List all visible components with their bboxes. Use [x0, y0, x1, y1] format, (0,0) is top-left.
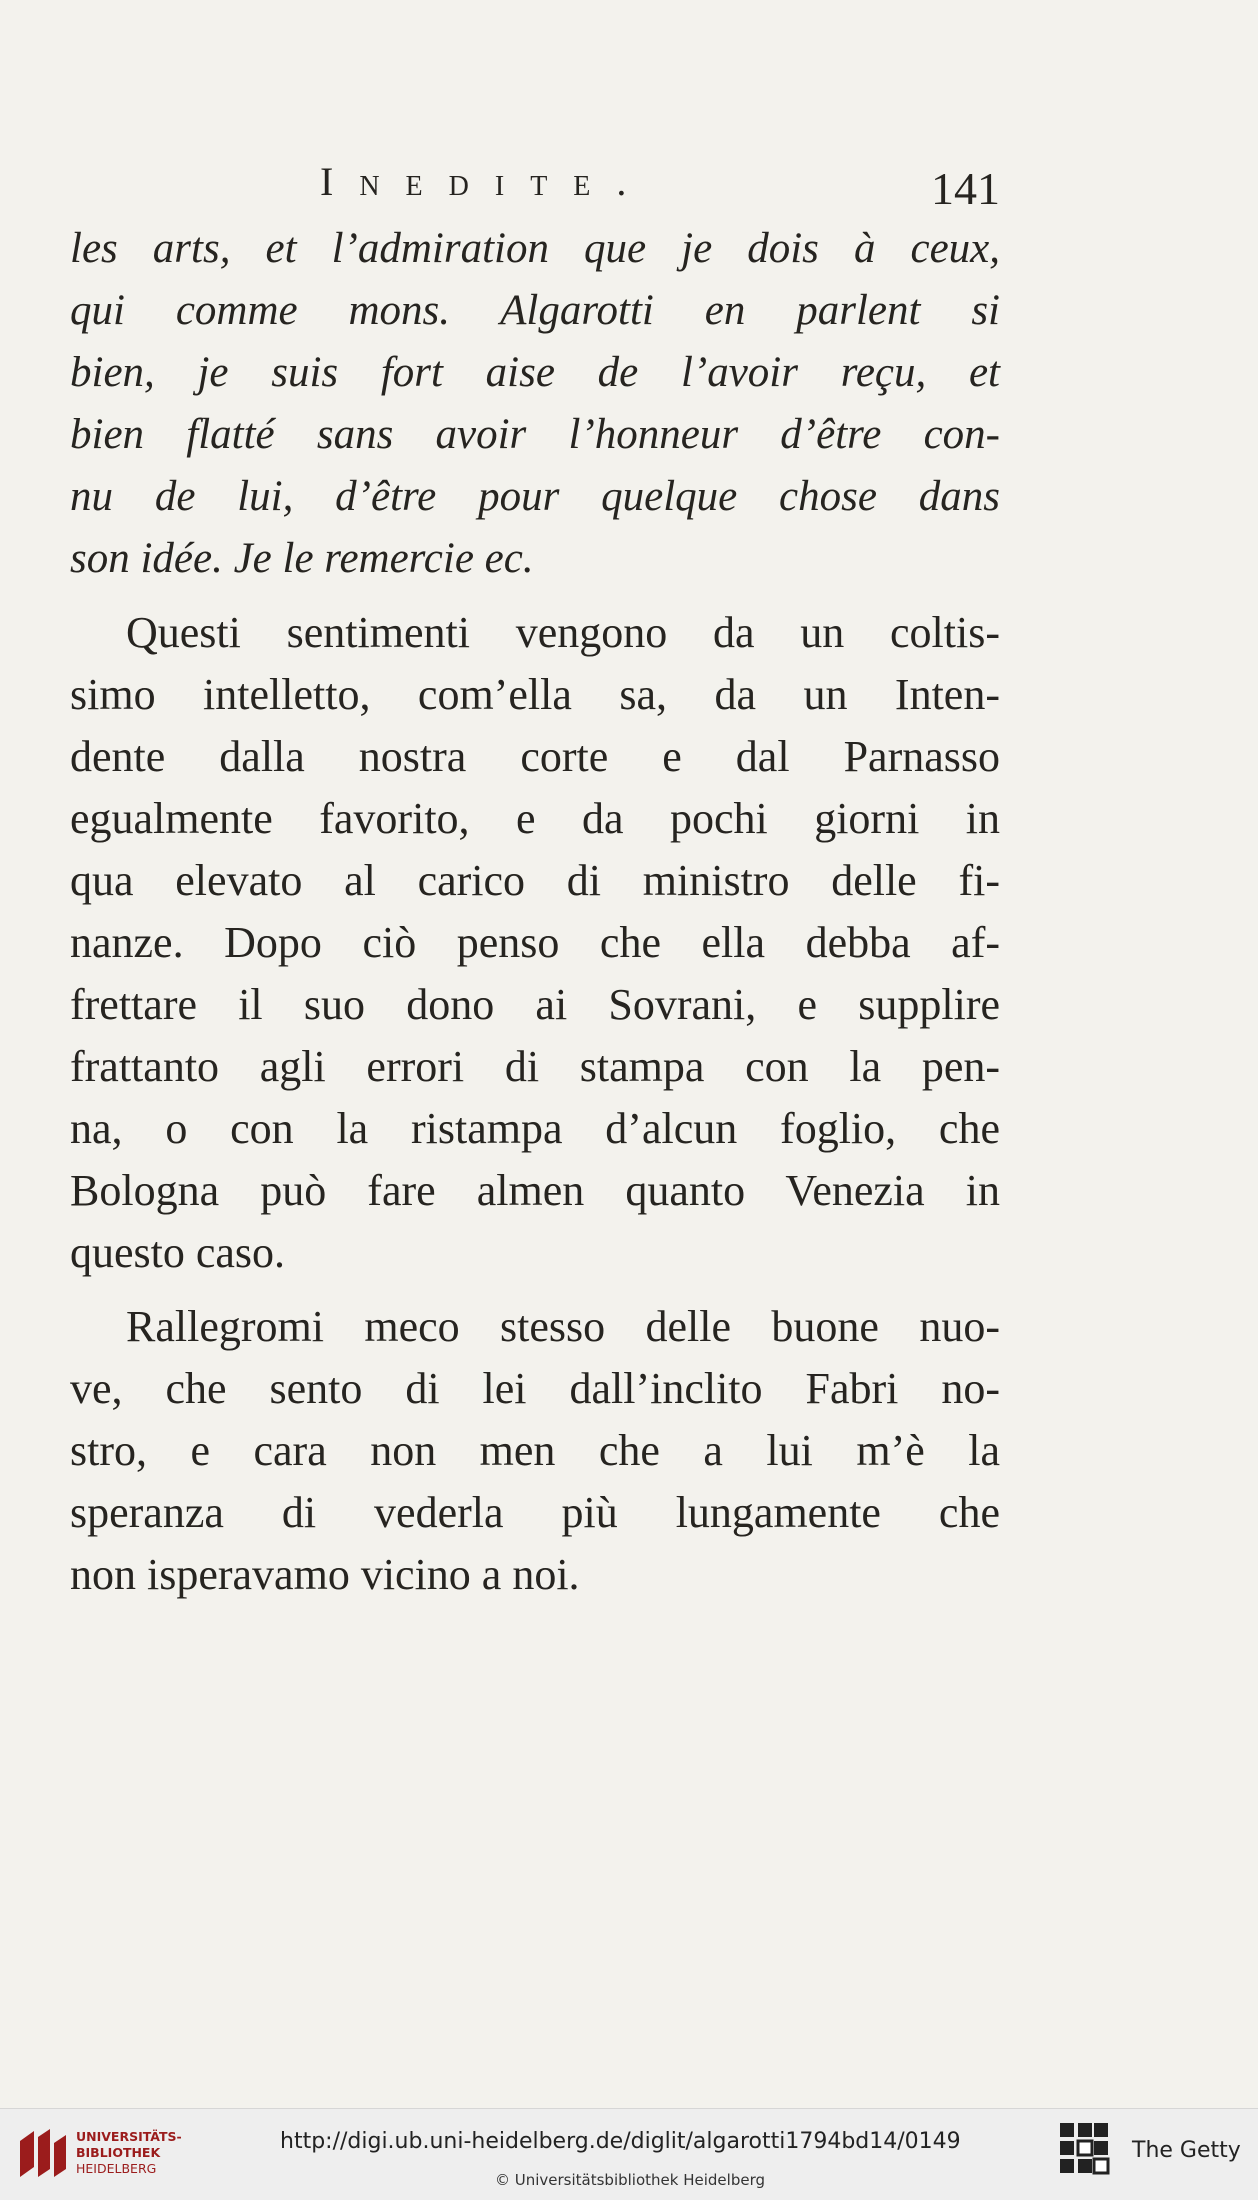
page-text	[70, 218, 1000, 1606]
text-line: qua elevato al carico di ministro delle fi-	[70, 856, 1000, 905]
text-line: na, o con la ristampa d’alcun foglio, che	[70, 1104, 1000, 1153]
text-line: Questi sentimenti vengono da un coltis-	[126, 608, 1000, 657]
text-line: stro, e cara non men che a lui m’è la	[70, 1426, 1000, 1475]
library-name-line: HEIDELBERG	[76, 2161, 157, 2176]
text-line: simo intelletto, com’ella sa, da un Inten-	[70, 670, 1000, 719]
text-line: Bologna può fare almen quanto Venezia in	[70, 1166, 1000, 1215]
text-line: son idée. Je le remercie ec.	[70, 535, 534, 582]
getty-logo-icon[interactable]	[1058, 2121, 1110, 2187]
text-line: speranza di vederla più lungamente che	[70, 1488, 1000, 1537]
text-line: bien, je suis fort aise de l’avoir reçu, et	[70, 349, 1000, 396]
text-line: non isperavamo vicino a noi.	[70, 1550, 580, 1599]
partner-name[interactable]: The Getty	[1132, 2138, 1241, 2163]
library-name[interactable]	[76, 2129, 182, 2177]
text-line: qui comme mons. Algarotti en parlent si	[70, 287, 1000, 334]
text-line: nu de lui, d’être pour quelque chose dans	[70, 473, 1000, 520]
text-line: questo caso.	[70, 1228, 286, 1277]
library-name-line: BIBLIOTHEK	[76, 2145, 161, 2160]
text-line: frettare il suo dono ai Sovrani, e supplire	[70, 980, 1000, 1029]
text-line: dente dalla nostra corte e dal Parnasso	[70, 732, 1000, 781]
permalink-url[interactable]: http://digi.ub.uni-heidelberg.de/diglit/algarotti1794bd14/0149	[280, 2129, 961, 2154]
library-name-line: UNIVERSITÄTS-	[76, 2129, 182, 2144]
text-line: Rallegromi meco stesso delle buone nuo-	[126, 1302, 1000, 1351]
text-line: les arts, et l’admiration que je dois à ceux,	[70, 225, 1000, 272]
text-line: ve, che sento di lei dall’inclito Fabri no-	[70, 1364, 1000, 1413]
page-header	[320, 148, 1000, 218]
text-line: bien flatté sans avoir l’honneur d’être con-	[70, 411, 1000, 458]
copyright-notice: © Universitätsbibliothek Heidelberg	[494, 2171, 765, 2189]
viewer-footer	[0, 2108, 1258, 2200]
text-line: egualmente favorito, e da pochi giorni in	[70, 794, 1000, 843]
text-line: frattanto agli errori di stampa con la pen-	[70, 1042, 1000, 1091]
library-logo-icon[interactable]	[12, 2123, 72, 2185]
page-number: 141	[931, 163, 1000, 214]
text-line: nanze. Dopo ciò penso che ella debba af-	[70, 918, 1000, 967]
running-title: Inedite.	[320, 159, 653, 204]
